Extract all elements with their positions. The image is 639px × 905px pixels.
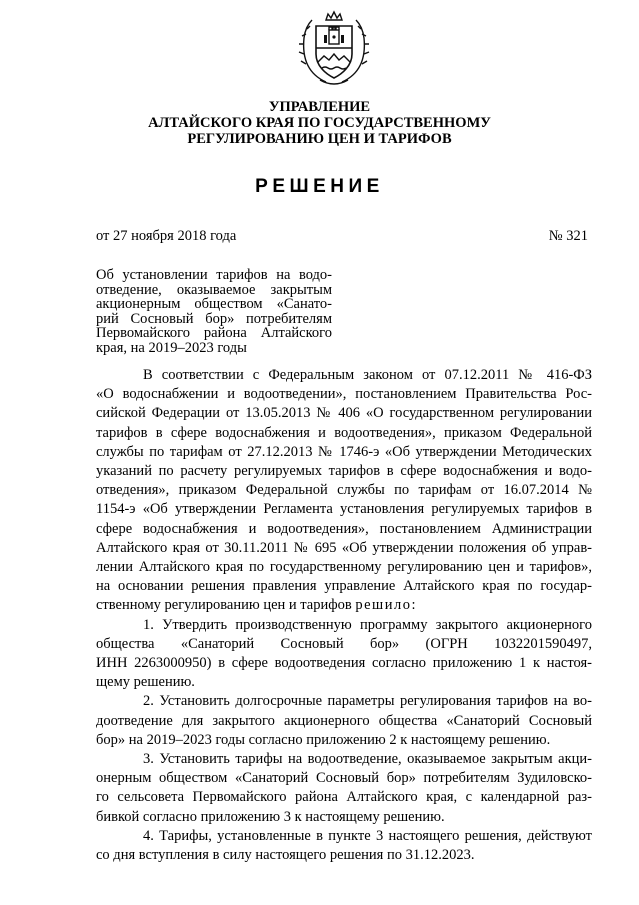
decision-body [96, 366, 592, 865]
coat-of-arms-icon [296, 8, 372, 88]
item-2-line: доотведение для закрытого акционерного общества «Санаторий Сосновый [96, 712, 592, 729]
item-1-line: щему решению. [96, 674, 195, 691]
decision-subject [96, 268, 332, 356]
item-1-line: общества «Санаторий Сосновый бор» (ОГРН 1032201590497, [96, 635, 592, 652]
body-line: сфере водоснабжения и водоотведения», постановлением Администрации [96, 520, 592, 537]
item-2-line: 2. Установить долгосрочные параметры регулирования тарифов на во- [143, 693, 592, 710]
subject-line: рий Сосновый бор» потребителям [96, 310, 332, 327]
issuing-organization [0, 99, 639, 147]
item-3-line: 3. Установить тарифы на водоотведение, оказываемое закрытым акци- [143, 751, 592, 768]
body-line: тарифов в сфере водоснабжения и водоотведения», приказом Федеральной [96, 424, 592, 441]
decision-date: от 27 ноября 2018 года [96, 228, 237, 244]
item-4-line: 4. Тарифы, установленные в пункте 3 настоящего решения, действуют [143, 827, 592, 844]
item-3-line: бивкой согласно приложению 3 к настоящему решению. [96, 808, 445, 825]
body-line: на основании решения правления управление Алтайского края по государ- [96, 578, 592, 595]
org-line: АЛТАЙСКОГО КРАЯ ПО ГОСУДАРСТВЕННОМУ [148, 115, 491, 131]
decision-number: № 321 [548, 228, 588, 244]
subject-line: Об установлении тарифов на водо- [96, 267, 332, 283]
body-line: «О водоснабжении и водоотведении», постановлением Правительства Рос- [96, 386, 592, 403]
item-1-line: ИНН 2263000950) в сфере водоотведения согласно приложению 1 к настоя- [96, 655, 592, 672]
org-line: УПРАВЛЕНИЕ [268, 99, 371, 115]
body-line: лении Алтайского края по государственному регулированию цен и тарифов», [96, 559, 592, 576]
body-line: Алтайского края от 30.11.2011 № 695 «Об утверждении положения об управ- [96, 539, 592, 556]
subject-line: отведение, оказываемое закрытым [96, 281, 332, 298]
item-3-line: онерным обществом «Санаторий Сосновый бор» потребителям Зудиловско- [96, 770, 592, 787]
org-line: РЕГУЛИРОВАНИЮ ЦЕН И ТАРИФОВ [187, 131, 452, 147]
document-title: РЕШЕНИЕ [255, 176, 384, 197]
subject-line: Первомайского района Алтайского [96, 325, 332, 342]
body-line: В соответствии с Федеральным законом от 07.12.2011 № 416-ФЗ [143, 367, 592, 383]
body-line: службы по тарифам от 27.12.2013 № 1746-э «Об утверждении Методических [96, 443, 592, 460]
body-line: 1154-э «Об утверждении Регламента установления регулируемых тарифов в [96, 501, 592, 518]
decided-word: решило: [355, 597, 418, 614]
body-line: указаний по расчету регулируемых тарифов в сфере водоснабжения и водо- [96, 463, 592, 480]
item-2-line: бор» на 2019–2023 годы согласно приложению 2 к настоящему решению. [96, 731, 551, 748]
subject-line: края, на 2019–2023 годы [96, 339, 247, 356]
body-line [96, 596, 592, 615]
body-line-text: ственному регулированию цен и тарифов [96, 597, 352, 614]
subject-line: акционерным обществом «Санато- [96, 296, 332, 313]
item-4-line: со дня вступления в силу настоящего решения по 31.12.2023. [96, 847, 475, 864]
item-1-line: 1. Утвердить производственную программу закрытого акционерного [143, 616, 592, 633]
body-line: отведения», приказом Федеральной службы по тарифам от 16.07.2014 № [96, 482, 592, 499]
item-3-line: го сельсовета Первомайского района Алтайского края, с календарной раз- [96, 789, 592, 806]
body-line: сийской Федерации от 13.05.2013 № 406 «О государственном регулировании [96, 405, 592, 422]
